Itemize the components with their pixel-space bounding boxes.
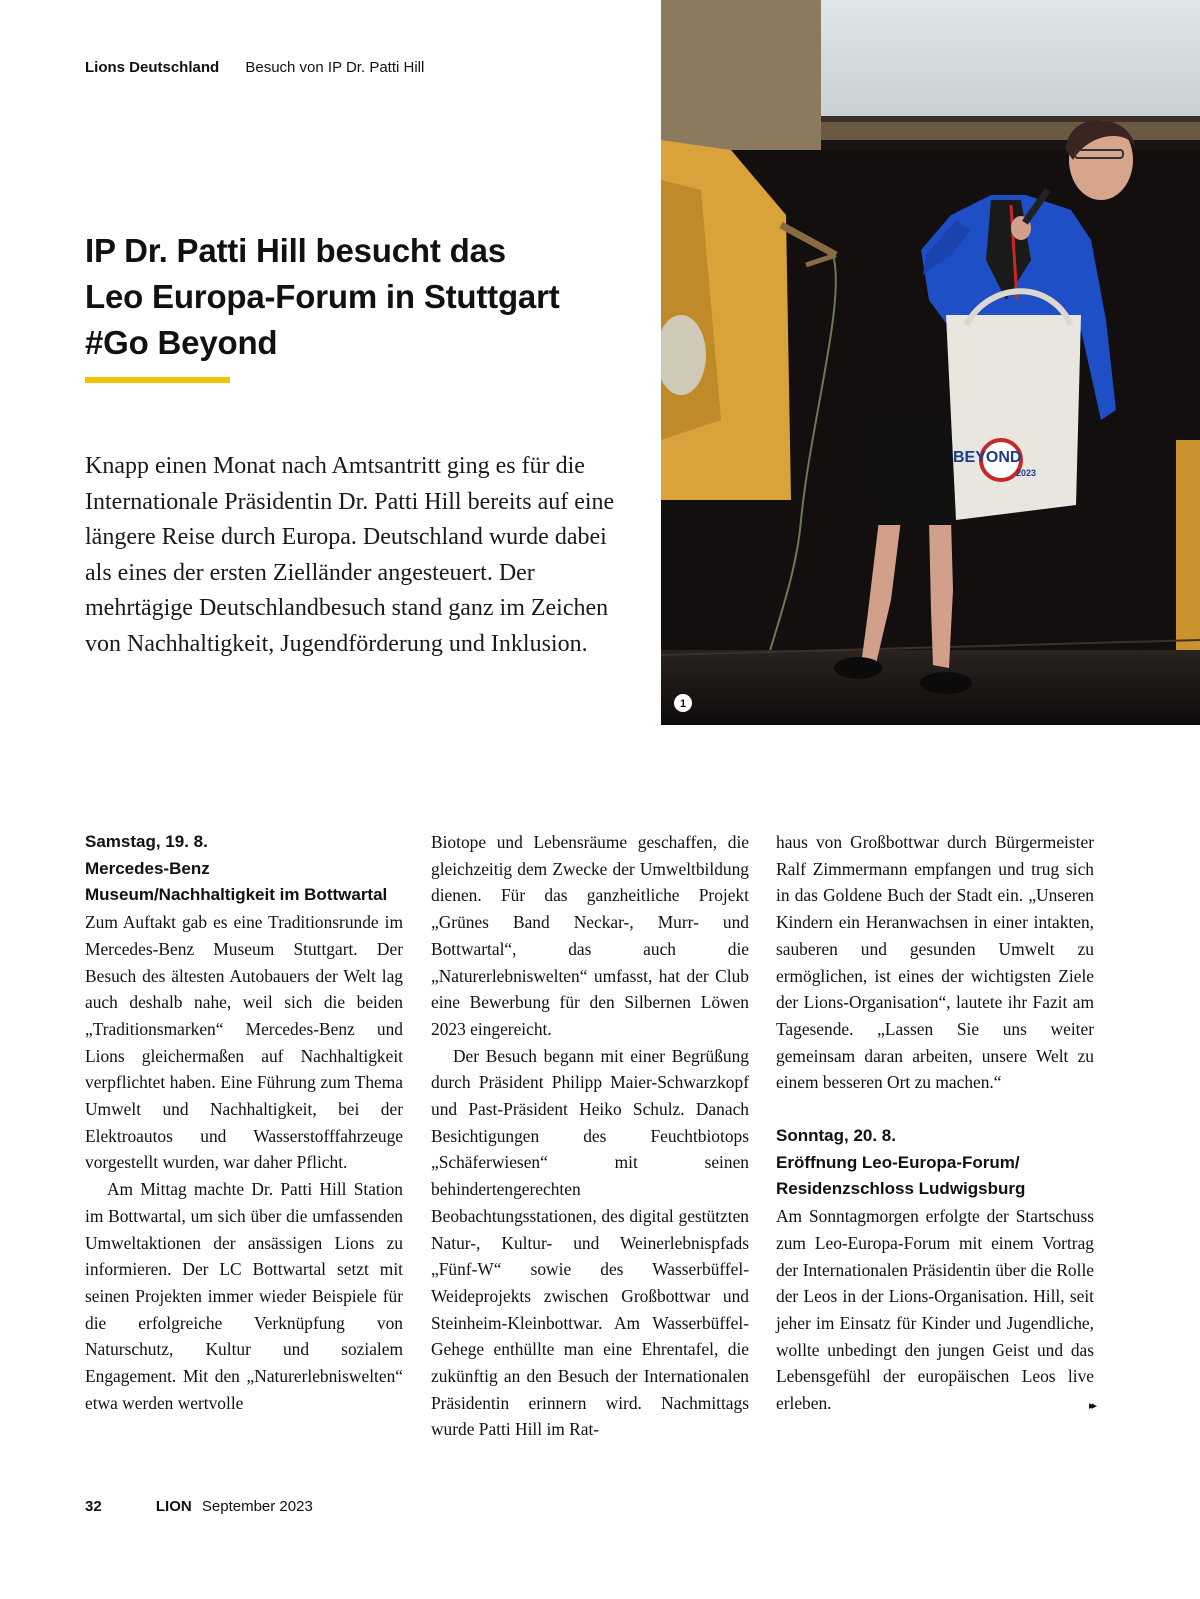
paragraph-2: Am Mittag machte Dr. Patti Hill Station im Bottwartal, um sich über die umfassenden Umweltaktionen der ansässigen Lions zu informieren. Der LC Bottwartal setzt mit seinen Projekten immer wieder Beispiele für die erfolgreiche Verknüpfung von Naturschutz, Kultur und sozialem Engagement. Mit den „Naturerlebniswelten“ etwa werden wertvolle <box>85 1179 403 1413</box>
intro-paragraph: Knapp einen Monat nach Amtsantritt ging es für die Internationale Präsidentin Dr. Patti Hill bereits auf eine längere Reise durch Europa. Deutschland wurde dabei als eines der ersten Zielländer angesteuert. Der mehrtägige Deutschlandbesuch stand ganz im Zeichen von Nachhaltigkeit, Jugendförderung und Inklusion. <box>85 453 615 657</box>
section-2-date: Sonntag, 20. 8. <box>776 1126 896 1146</box>
article-column-3 <box>776 829 1094 1420</box>
page-footer <box>85 1498 313 1515</box>
paragraph-2-continued: Biotope und Lebensräume geschaffen, die gleichzeitig dem Zwecke der Umweltbildung dienen. Für das ganzheitliche Projekt „Grünes Band Neckar-, Murr- und Bottwartal“, das auch die „Naturerlebniswelten“ umfasst, hat der Club eine Bewerbung für den Silbernen Löwen 2023 eingereicht. <box>431 832 749 1039</box>
projection-screen <box>821 0 1200 118</box>
page-number: 32 <box>85 1498 102 1515</box>
accent-rule <box>85 377 230 383</box>
section-label: Lions Deutschland <box>85 59 220 76</box>
section-2-title: Eröffnung Leo-Europa-Forum/ Residenzschloss Ludwigsburg <box>776 1152 1026 1199</box>
bag-logo-text: BEYOND <box>953 449 1022 466</box>
article-column-1 <box>85 829 403 1416</box>
headline-line-3: #Go Beyond <box>85 324 278 361</box>
photo-number: 1 <box>679 698 687 710</box>
headline-line-2: Leo Europa-Forum in Stuttgart <box>85 278 560 315</box>
shoe <box>834 657 882 679</box>
paragraph-4-text: Am Sonntagmorgen erfolgte der Startschuss zum Leo-Europa-Forum mit einem Vortrag der Internationalen Präsidentin über die Rolle der Leos in der Lions-Organisation. Hill, seit jeher im Einsatz für Kinder und Jugendliche, wollte unbedingt den jungen Geist und das Lebensgefühl der europäischen Leos live erleben. <box>776 1206 1094 1414</box>
bag-logo-year: 2023 <box>1016 468 1037 478</box>
section-1-title: Mercedes-Benz Museum/Nachhaltigkeit im Bottwartal <box>85 858 388 905</box>
article-column-2 <box>431 829 749 1443</box>
topic-label: Besuch von IP Dr. Patti Hill <box>245 59 425 76</box>
continue-arrow-icon: ▸▸ <box>1088 1399 1094 1413</box>
paragraph-1: Zum Auftakt gab es eine Traditionsrunde im Mercedes-Benz Museum Stuttgart. Der Besuch des ältesten Autobauers der Welt lag auch deshalb nahe, weil sich die beiden „Traditionsmarken“ Mercedes-Benz und Lions gleichermaßen auf Nachhaltigkeit verpflichtet haben. Eine Führung zum Thema Umwelt und Nachhaltigkeit, bei der Elektroautos und Wasserstofffahrzeuge vorgestellt wurden, war daher Pflicht. <box>85 912 403 1173</box>
paragraph-3: Der Besuch begann mit einer Begrüßung durch Präsident Philipp Maier-Schwarzkopf und Past-Präsident Heiko Schulz. Danach Besichtigungen des Feuchtbiotops „Schäferwiesen“ mit seinen behindertengerechten Beobachtungsstationen, des digital gestützten Natur-, Kultur- und Weinerlebnispfads „Fünf-W“ sowie des Wasserbüffel-Weideprojekts zwischen Großbottwar und Steinheim-Kleinbottwar. Am Wasserbüffel-Gehege enthüllte man eine Ehrentafel, die zukünftig an den Besuch der Internationalen Präsidentin erinnern wird. Nachmittags wurde Patti Hill im Rat- <box>431 1045 749 1440</box>
issue-date: September 2023 <box>201 1498 313 1515</box>
headline <box>85 228 645 366</box>
section-1-date: Samstag, 19. 8. <box>85 832 208 851</box>
photo-patti-hill-on-stage <box>661 0 1200 725</box>
running-header <box>85 59 424 76</box>
tote-bag <box>946 315 1081 520</box>
headline-line-1: IP Dr. Patti Hill besucht das <box>85 232 506 269</box>
paragraph-3-continued: haus von Großbottwar durch Bürgermeister Ralf Zimmermann empfangen und trug sich in das Goldene Buch der Stadt ein. „Unseren Kindern ein Heranwachsen in einer intakten, sauberen und gesunden Umwelt zu ermöglichen, ist eines der wichtigsten Ziele der Lions-Organisation“, lautete ihr Fazit am Tagesende. „Lassen Sie uns weiter gemeinsam daran arbeiten, unsere Welt zu einem besseren Ort zu machen.“ <box>776 832 1094 1093</box>
paragraph-4 <box>776 1203 1094 1417</box>
magazine-name: LION <box>155 1498 192 1515</box>
